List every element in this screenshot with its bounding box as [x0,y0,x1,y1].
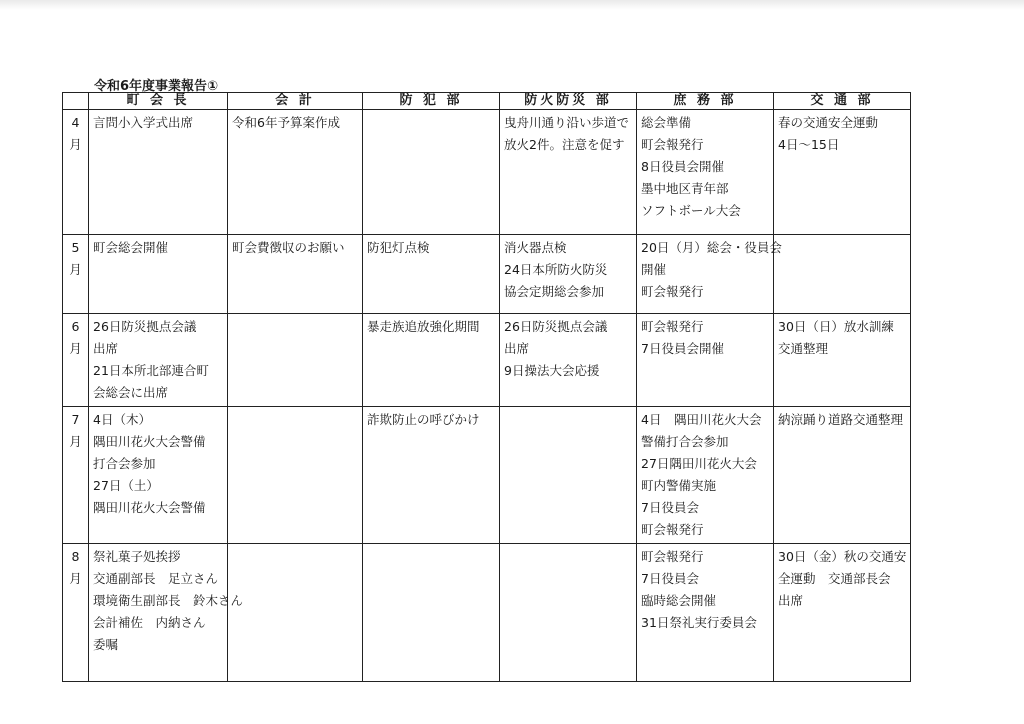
cell-line: 曳舟川通り沿い歩道で [504,115,630,130]
cell-traffic [774,110,911,235]
cell-fire-disaster [500,235,637,314]
cell-crime-prevention [363,314,500,407]
cell-line: 開催 [641,262,667,277]
cell-general-affairs [637,544,774,682]
header-month [63,93,89,110]
month-cell: 7月 [63,407,89,544]
cell-line: 交通副部長 足立さん [93,571,219,586]
cell-crime-prevention [363,110,500,235]
document-title: 令和6年度事業報告① [94,79,219,94]
cell-line: 8日役員会開催 [641,159,724,174]
cell-traffic [774,544,911,682]
cell-line: 交通整理 [778,341,829,356]
cell-line: 祭礼菓子処挨拶 [93,549,181,564]
cell-line: 町会報発行 [641,137,704,152]
month-cell: 5月 [63,235,89,314]
cell-line: 31日祭礼実行委員会 [641,615,757,630]
header-traffic: 交 通 部 [774,93,911,110]
cell-line: 総会準備 [641,115,692,130]
month-cell: 4月 [63,110,89,235]
cell-line: 暴走族追放強化期間 [367,319,480,334]
cell-line: ソフトボール大会 [641,203,741,218]
cell-line: 防犯灯点検 [367,240,430,255]
cell-line: 出席 [93,341,119,356]
table-row [63,110,911,235]
cell-accounting [228,407,363,544]
cell-line: 出席 [504,341,530,356]
cell-line: 全運動 交通部長会 [778,571,891,586]
cell-general-affairs [637,314,774,407]
cell-chairman [89,110,228,235]
cell-crime-prevention [363,544,500,682]
header-general-affairs: 庶 務 部 [637,93,774,110]
cell-line: 4日（木） [93,412,151,427]
cell-accounting [228,110,363,235]
cell-line: 27日隅田川花火大会 [641,456,757,471]
cell-line: 26日防災拠点会議 [93,319,197,334]
cell-line: 町会総会開催 [93,240,169,255]
cell-line: 墨中地区青年部 [641,181,729,196]
table-row [63,407,911,544]
cell-accounting [228,235,363,314]
cell-line: 27日（土） [93,478,159,493]
cell-fire-disaster [500,544,637,682]
header-accounting: 会 計 [228,93,363,110]
cell-line: 環境衛生副部長 鈴木さん [93,593,244,608]
table-row [63,544,911,682]
cell-chairman [89,235,228,314]
cell-general-affairs [637,110,774,235]
cell-accounting [228,544,363,682]
cell-crime-prevention [363,235,500,314]
cell-traffic [774,314,911,407]
cell-fire-disaster [500,110,637,235]
cell-line: 町会費徴収のお願い [232,240,345,255]
cell-line: 24日本所防火防災 [504,262,608,277]
cell-line: 町会報発行 [641,284,704,299]
cell-line: 令和6年予算案作成 [232,115,340,130]
cell-chairman [89,544,244,682]
header-chairman: 町 会 長 [89,93,228,110]
scan-edge [0,0,1024,10]
cell-line: 納涼踊り道路交通整理 [778,412,904,427]
cell-line: 春の交通安全運動 [778,115,879,130]
table-row [63,235,911,314]
cell-general-affairs [637,407,774,544]
cell-fire-disaster [500,407,637,544]
header-fire-disaster: 防火防災 部 [500,93,637,110]
cell-line: 7日役員会開催 [641,341,724,356]
cell-line: 会計補佐 内納さん [93,615,206,630]
cell-traffic [774,235,911,314]
cell-line: 町会報発行 [641,522,704,537]
cell-general-affairs [637,235,782,314]
cell-line: 詐欺防止の呼びかけ [367,412,480,427]
cell-line: 4日 隅田川花火大会 [641,412,762,427]
cell-fire-disaster [500,314,637,407]
cell-line: 協会定期総会参加 [504,284,605,299]
cell-line: 9日操法大会応援 [504,363,600,378]
cell-line: 消火器点検 [504,240,567,255]
month-cell: 8月 [63,544,89,682]
cell-line: 町内警備実施 [641,478,717,493]
cell-traffic [774,407,911,544]
cell-chairman [89,314,228,407]
cell-line: 4日～15日 [778,137,840,152]
cell-chairman [89,407,228,544]
cell-accounting [228,314,363,407]
cell-line: 臨時総会開催 [641,593,717,608]
cell-line: 委嘱 [93,637,119,652]
header-crime-prevention: 防 犯 部 [363,93,500,110]
cell-line: 警備打合会参加 [641,434,729,449]
cell-line: 7日役員会 [641,500,699,515]
cell-line: 30日（金）秋の交通安 [778,549,907,564]
cell-line: 20日（月）総会・役員会 [641,240,782,255]
cell-line: 隅田川花火大会警備 [93,500,206,515]
header-row [63,93,911,110]
cell-line: 町会報発行 [641,549,704,564]
cell-line: 隅田川花火大会警備 [93,434,206,449]
month-cell: 6月 [63,314,89,407]
cell-line: 町会報発行 [641,319,704,334]
cell-line: 打合会参加 [93,456,156,471]
table-row [63,314,911,407]
cell-line: 21日本所北部連合町 [93,363,209,378]
cell-line: 7日役員会 [641,571,699,586]
cell-line: 言問小入学式出席 [93,115,194,130]
cell-line: 30日（日）放水訓練 [778,319,894,334]
cell-line: 出席 [778,593,804,608]
cell-line: 放火2件。注意を促す [504,137,625,152]
report-table [62,92,911,682]
cell-line: 会総会に出席 [93,385,169,400]
cell-line: 26日防災拠点会議 [504,319,608,334]
cell-crime-prevention [363,407,500,544]
